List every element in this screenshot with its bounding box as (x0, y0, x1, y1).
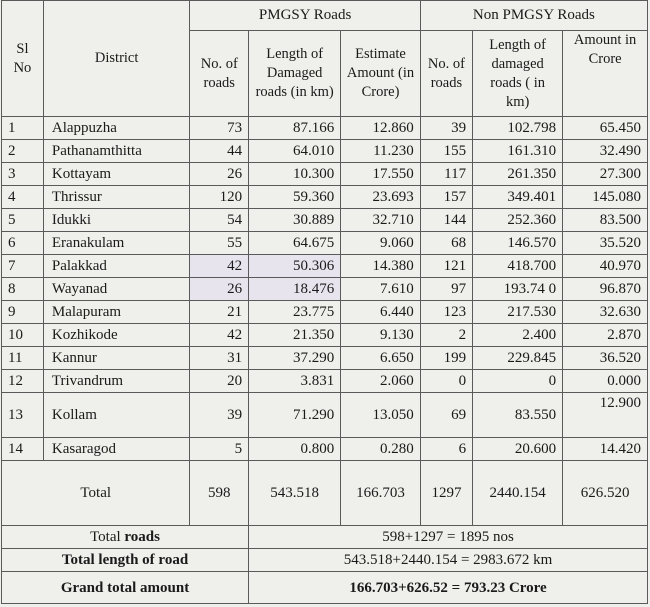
row-non-pmgsy-no-of-roads: 117 (420, 163, 472, 186)
row-pmgsy-length: 3.831 (249, 370, 341, 393)
row-pmgsy-no-of-roads: 73 (190, 117, 249, 140)
row-non-pmgsy-no-of-roads: 6 (420, 438, 472, 461)
row-district: Malapuram (43, 301, 190, 324)
header-sl-no: Sl No (2, 1, 44, 117)
table-row (2, 163, 648, 186)
row-pmgsy-estimate: 11.230 (341, 140, 421, 163)
row-sl-no: 6 (2, 232, 44, 255)
header-district: District (43, 1, 190, 117)
summary-grand-total-row (2, 572, 648, 604)
row-district: Alappuzha (43, 117, 190, 140)
table-row (2, 324, 648, 347)
header-non-pmgsy-no-of-roads: No. of roads (420, 31, 472, 117)
row-district: Wayanad (43, 278, 190, 301)
row-sl-no: 11 (2, 347, 44, 370)
header-non-pmgsy-amount: Amount in Crore (563, 31, 648, 117)
header-non-pmgsy-roads: Non PMGSY Roads (420, 1, 647, 31)
summary-grand-total-label: Grand total amount (2, 572, 249, 604)
table-row (2, 393, 648, 438)
table-row (2, 370, 648, 393)
row-non-pmgsy-amount: 83.500 (563, 209, 648, 232)
row-pmgsy-length: 0.800 (249, 438, 341, 461)
summary-total-roads-label (2, 526, 249, 549)
row-pmgsy-no-of-roads: 42 (190, 324, 249, 347)
row-sl-no: 9 (2, 301, 44, 324)
header-pmgsy-roads: PMGSY Roads (190, 1, 420, 31)
row-non-pmgsy-length: 193.74 0 (473, 278, 563, 301)
summary-total-length-value: 543.518+2440.154 = 2983.672 km (249, 549, 648, 572)
row-non-pmgsy-amount: 12.900 (563, 393, 648, 438)
row-pmgsy-no-of-roads: 26 (190, 163, 249, 186)
row-non-pmgsy-amount: 36.520 (563, 347, 648, 370)
total-pmgsy-length: 543.518 (249, 461, 341, 526)
row-district: Pathanamthitta (43, 140, 190, 163)
table-row (2, 438, 648, 461)
row-non-pmgsy-no-of-roads: 155 (420, 140, 472, 163)
row-district: Kottayam (43, 163, 190, 186)
row-non-pmgsy-length: 20.600 (473, 438, 563, 461)
row-non-pmgsy-amount: 65.450 (563, 117, 648, 140)
row-non-pmgsy-no-of-roads: 199 (420, 347, 472, 370)
row-pmgsy-estimate: 6.440 (341, 301, 421, 324)
row-non-pmgsy-amount: 145.080 (563, 186, 648, 209)
row-pmgsy-length: 21.350 (249, 324, 341, 347)
row-pmgsy-estimate: 13.050 (341, 393, 421, 438)
row-sl-no: 12 (2, 370, 44, 393)
row-non-pmgsy-length: 0 (473, 370, 563, 393)
row-pmgsy-length: 37.290 (249, 347, 341, 370)
row-pmgsy-length: 50.306 (249, 255, 341, 278)
row-pmgsy-no-of-roads: 21 (190, 301, 249, 324)
total-non-pmgsy-length: 2440.154 (473, 461, 563, 526)
row-non-pmgsy-length: 161.310 (473, 140, 563, 163)
row-non-pmgsy-length: 252.360 (473, 209, 563, 232)
row-non-pmgsy-no-of-roads: 144 (420, 209, 472, 232)
row-non-pmgsy-length: 217.530 (473, 301, 563, 324)
row-pmgsy-no-of-roads: 31 (190, 347, 249, 370)
row-pmgsy-no-of-roads: 120 (190, 186, 249, 209)
row-sl-no: 10 (2, 324, 44, 347)
row-pmgsy-estimate: 17.550 (341, 163, 421, 186)
table-row (2, 255, 648, 278)
row-non-pmgsy-length: 418.700 (473, 255, 563, 278)
row-pmgsy-no-of-roads: 54 (190, 209, 249, 232)
row-non-pmgsy-amount: 0.000 (563, 370, 648, 393)
total-non-pmgsy-amount: 626.520 (563, 461, 648, 526)
row-district: Palakkad (43, 255, 190, 278)
row-non-pmgsy-amount: 32.490 (563, 140, 648, 163)
row-non-pmgsy-amount: 40.970 (563, 255, 648, 278)
row-pmgsy-no-of-roads: 44 (190, 140, 249, 163)
row-pmgsy-no-of-roads: 55 (190, 232, 249, 255)
row-district: Kasaragod (43, 438, 190, 461)
header-pmgsy-length: Length of Damaged roads (in km) (249, 31, 341, 117)
row-pmgsy-estimate: 7.610 (341, 278, 421, 301)
summary-total-length-label: Total length of road (2, 549, 249, 572)
row-sl-no: 2 (2, 140, 44, 163)
row-sl-no: 3 (2, 163, 44, 186)
row-sl-no: 14 (2, 438, 44, 461)
row-non-pmgsy-length: 83.550 (473, 393, 563, 438)
row-pmgsy-length: 23.775 (249, 301, 341, 324)
row-non-pmgsy-length: 349.401 (473, 186, 563, 209)
row-pmgsy-estimate: 6.650 (341, 347, 421, 370)
table-row (2, 301, 648, 324)
summary-total-roads-label-bold: roads (124, 529, 160, 545)
table-row (2, 186, 648, 209)
row-pmgsy-estimate: 2.060 (341, 370, 421, 393)
row-sl-no: 13 (2, 393, 44, 438)
row-non-pmgsy-amount: 96.870 (563, 278, 648, 301)
row-non-pmgsy-no-of-roads: 39 (420, 117, 472, 140)
row-pmgsy-length: 59.360 (249, 186, 341, 209)
row-non-pmgsy-amount: 27.300 (563, 163, 648, 186)
row-non-pmgsy-no-of-roads: 0 (420, 370, 472, 393)
summary-grand-total-value: 166.703+626.52 = 793.23 Crore (249, 572, 648, 604)
row-non-pmgsy-no-of-roads: 157 (420, 186, 472, 209)
row-pmgsy-no-of-roads: 39 (190, 393, 249, 438)
roads-damage-table (1, 0, 648, 604)
row-pmgsy-no-of-roads: 20 (190, 370, 249, 393)
row-pmgsy-estimate: 32.710 (341, 209, 421, 232)
total-pmgsy-estimate: 166.703 (341, 461, 421, 526)
table-row (2, 209, 648, 232)
row-pmgsy-estimate: 14.380 (341, 255, 421, 278)
row-pmgsy-no-of-roads: 26 (190, 278, 249, 301)
row-sl-no: 5 (2, 209, 44, 232)
row-pmgsy-length: 71.290 (249, 393, 341, 438)
row-non-pmgsy-no-of-roads: 2 (420, 324, 472, 347)
table-row (2, 232, 648, 255)
row-non-pmgsy-length: 146.570 (473, 232, 563, 255)
row-pmgsy-estimate: 9.130 (341, 324, 421, 347)
row-pmgsy-estimate: 0.280 (341, 438, 421, 461)
row-district: Eranakulam (43, 232, 190, 255)
row-pmgsy-length: 87.166 (249, 117, 341, 140)
row-district: Trivandrum (43, 370, 190, 393)
table-row (2, 117, 648, 140)
row-district: Kollam (43, 393, 190, 438)
row-non-pmgsy-no-of-roads: 97 (420, 278, 472, 301)
total-label: Total (2, 461, 190, 526)
total-non-pmgsy-no-of-roads: 1297 (420, 461, 472, 526)
total-row (2, 461, 648, 526)
row-pmgsy-estimate: 9.060 (341, 232, 421, 255)
row-district: Idukki (43, 209, 190, 232)
header-pmgsy-no-of-roads: No. of roads (190, 31, 249, 117)
row-district: Kozhikode (43, 324, 190, 347)
row-sl-no: 4 (2, 186, 44, 209)
summary-total-roads-row (2, 526, 648, 549)
row-district: Kannur (43, 347, 190, 370)
row-pmgsy-no-of-roads: 5 (190, 438, 249, 461)
row-pmgsy-length: 30.889 (249, 209, 341, 232)
row-non-pmgsy-no-of-roads: 68 (420, 232, 472, 255)
row-non-pmgsy-amount: 14.420 (563, 438, 648, 461)
row-non-pmgsy-no-of-roads: 69 (420, 393, 472, 438)
row-sl-no: 1 (2, 117, 44, 140)
row-pmgsy-length: 10.300 (249, 163, 341, 186)
summary-total-roads-value: 598+1297 = 1895 nos (249, 526, 648, 549)
table-row (2, 347, 648, 370)
row-district: Thrissur (43, 186, 190, 209)
row-non-pmgsy-length: 229.845 (473, 347, 563, 370)
row-non-pmgsy-length: 102.798 (473, 117, 563, 140)
row-non-pmgsy-no-of-roads: 121 (420, 255, 472, 278)
total-pmgsy-no-of-roads: 598 (190, 461, 249, 526)
row-pmgsy-length: 64.010 (249, 140, 341, 163)
row-non-pmgsy-amount: 2.870 (563, 324, 648, 347)
row-pmgsy-estimate: 12.860 (341, 117, 421, 140)
row-pmgsy-length: 18.476 (249, 278, 341, 301)
header-pmgsy-estimate: Estimate Amount (in Crore) (341, 31, 421, 117)
row-pmgsy-estimate: 23.693 (341, 186, 421, 209)
table-row (2, 278, 648, 301)
row-non-pmgsy-length: 2.400 (473, 324, 563, 347)
table-row (2, 140, 648, 163)
row-sl-no: 7 (2, 255, 44, 278)
row-non-pmgsy-length: 261.350 (473, 163, 563, 186)
header-non-pmgsy-length: Length of damaged roads ( in km) (473, 31, 563, 117)
summary-total-length-row (2, 549, 648, 572)
row-non-pmgsy-amount: 32.630 (563, 301, 648, 324)
summary-total-roads-label-prefix: Total (90, 529, 125, 545)
row-non-pmgsy-amount: 35.520 (563, 232, 648, 255)
row-pmgsy-length: 64.675 (249, 232, 341, 255)
row-non-pmgsy-no-of-roads: 123 (420, 301, 472, 324)
row-sl-no: 8 (2, 278, 44, 301)
table-body (2, 117, 648, 461)
row-pmgsy-no-of-roads: 42 (190, 255, 249, 278)
